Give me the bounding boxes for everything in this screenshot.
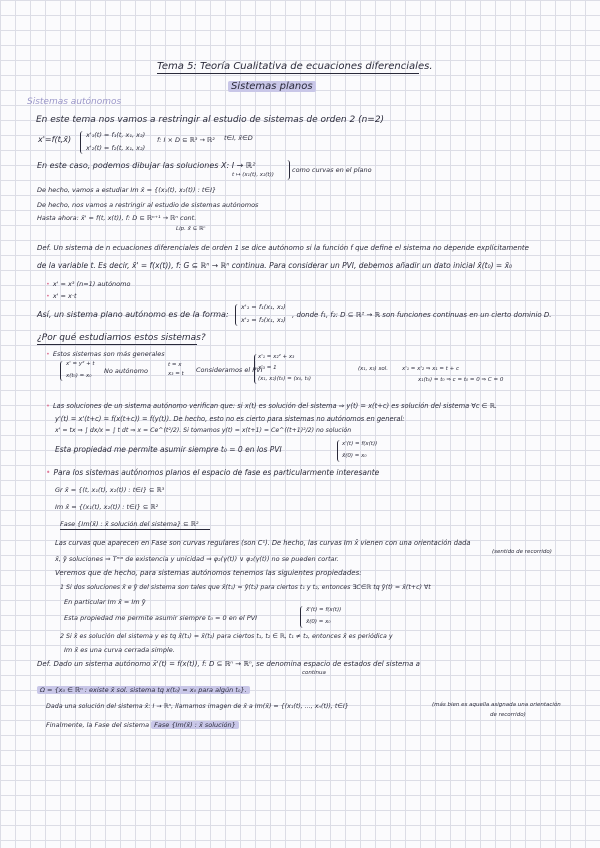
formula: Gr x̄ = {(t, x₁(t), x₂(t)) : t∈I} ⊆ ℝ³	[55, 486, 165, 494]
formula: x'₂ = f₂(x₁, x₂)	[241, 316, 286, 324]
formula: x(t₀) = x₀	[66, 373, 92, 379]
formula: x₁(t₀) = t₀ ⇒ c = t₀ = 0 ⇒ C = 0	[418, 377, 504, 383]
definition: de la variable t. Es decir, x̄' = f(x(t)), f: G ⊆ ℝⁿ → ℝⁿ continua. Para considerar un PVI, debemos añadir un dato inicial x̄(t₀) = x̄₀	[37, 261, 513, 270]
text-line: Veremos que de hecho, para sistemas autónomos tenemos las siguientes propiedades:	[55, 569, 362, 577]
text-line: Esta propiedad me permite asumir siempre t₀ = 0 en los PVI	[55, 445, 282, 454]
formula: x'₁ = x₂² + x₃	[258, 354, 295, 360]
page-subtitle: Sistemas planos	[228, 80, 316, 93]
formula: x' = y² + t	[66, 361, 95, 367]
heading-underline	[37, 344, 197, 345]
formula: x'=f(t,x̄)	[38, 135, 72, 144]
list-item: • Estos sistemas son más generales	[46, 350, 165, 358]
list-item: • Las soluciones de un sistema autónomo verifican que: si x(t) es solución del sistema ⇒ y(t) = x(t+c) es solución del sistema ∀c ∈ ℝ.	[46, 402, 498, 410]
formula: x'₂(t) = f₂(t, x₁, x₂)	[86, 144, 146, 152]
definition: Def. Un sistema de n ecuaciones diferenciales de orden 1 se dice autónomo si la función f que define el sistema no depende explícitamente	[37, 244, 529, 252]
text-line: En este tema nos vamos a restringir al estudio de sistemas de orden 2 (n=2)	[36, 115, 385, 125]
annotation: de recorrido)	[490, 712, 526, 718]
title-underline	[157, 73, 419, 74]
text-line: Im x̄ es una curva cerrada simple.	[64, 646, 175, 654]
brace	[235, 304, 240, 326]
text-line: x̄, ỹ soluciones ⇒ Tᵐᵃ de existencia y unicidad ⇒ φ₂(γ(t)) ∨ φ₂(γ(t)) no se pueden cortar.	[55, 555, 339, 563]
brace	[286, 160, 290, 180]
text-line: Las curvas que aparecen en Fase son curvas regulares (son C¹). De hecho, las curvas Im x̄ vienen con una orientación dada	[55, 539, 471, 547]
formula: (x₁, x₃) sol.	[358, 366, 388, 372]
text-line: , donde f₁, f₂: D ⊆ ℝ² → ℝ son funciones continuas en un cierto dominio D.	[292, 311, 552, 319]
page-title: Tema 5: Teoría Cualitativa de ecuaciones diferenciales.	[157, 61, 433, 72]
formula: x̄(0) = x₀	[306, 619, 331, 625]
list-item: • x' = x·t	[46, 292, 77, 300]
formula: Im x̄ = {(x₁(t), x₂(t)) : t∈I} ⊆ ℝ²	[55, 503, 159, 511]
formula: (x₁, x₂)(t₀) = (x₀, t₀)	[258, 376, 312, 382]
annotation: continua	[302, 670, 326, 676]
formula: x'₁ = f₁(x₁, x₂)	[241, 303, 286, 311]
formula: x₃ = t	[168, 371, 184, 377]
formula: x̄(0) = x₀	[342, 453, 367, 459]
formula: x̄'(t) = f(x(t))	[306, 607, 342, 613]
text-line: Consideramos el PVI	[196, 366, 263, 374]
text-line: En este caso, podemos dibujar las soluciones X: I → ℝ²	[37, 161, 256, 170]
text-line: y'(t) = x'(t+c) = f(x(t+c)) = f(y(t)). De hecho, esto no es cierto para sistemas no autónomos en general:	[55, 415, 405, 423]
bullet-icon: •	[46, 468, 51, 477]
formula: t ↦ (x₁(t), x₂(t))	[232, 172, 274, 178]
text-line: De hecho, nos vamos a restringir al estudio de sistemas autónomos	[37, 201, 259, 209]
text-line: De hecho, vamos a estudiar Im x̄ = {(x₁(t), x₂(t)) : t∈I}	[37, 186, 217, 194]
text-line: En particular Im x̄ = Im ỹ	[64, 598, 146, 606]
bullet-icon: •	[46, 280, 50, 288]
list-item: • x' = x³ (n=1) autónomo	[46, 280, 131, 288]
formula: Fase {Im(x̄) : x̄ solución del sistema} ⊆ ℝ²	[60, 520, 199, 528]
list-item: • Para los sistemas autónomos planos el espacio de fase es particularmente interesante	[46, 468, 380, 477]
formula: x'₁(t) = f₁(t, x₁, x₂)	[86, 131, 146, 139]
text-line: No autónomo	[104, 367, 148, 375]
annotation: (sentido de recorrido)	[492, 549, 552, 555]
annotation: (más bien es aquella asignada una orientación	[432, 702, 561, 708]
brace	[80, 131, 85, 154]
formula: x'₃ = 1	[258, 365, 277, 371]
section-heading: Sistemas autónomos	[27, 97, 122, 107]
formula: Ω = {x₀ ∈ ℝⁿ : existe x̄ sol. sistema tq x(t₀) = x₀ para algún t₀}.	[37, 686, 250, 694]
text-line: Esta propiedad me permite asumir siempre t₀ = 0 en el PVI	[64, 614, 258, 622]
formula: x' = tx ⇒ ∫ dx/x = ∫ t dt ⇒ x = Ce^(t²/2). Si tomamos y(t) = x(t+1) = Ce^((t+1)²/2) no solución	[55, 427, 352, 434]
formula: x'(t) = f(x(t))	[342, 441, 378, 447]
formula: Lip. x̄ ⊆ ℝⁿ	[176, 226, 206, 232]
list-item: 1 Si dos soluciones x̄ e ỹ del sistema son tales que x̄(t₁) = ỹ(t₂) para ciertos t₁ y t₂, entonces ∃C∈ℝ tq ỹ(t) = x̄(t+c) ∀t	[60, 584, 431, 591]
text-line: Así, un sistema plano autónomo es de la forma:	[37, 310, 229, 319]
question-heading: ¿Por qué estudiamos estos sistemas?	[37, 333, 206, 343]
text-line: Hasta ahora: x̄' = f(t, x(t)), f: D ⊆ ℝⁿ⁺¹ → ℝⁿ cont.	[37, 214, 197, 222]
list-item: 2 Si x̄ es solución del sistema y es tq x̄(t₁) = x̄(t₂) para ciertos t₁, t₂ ∈ ℝ, t₁ ≠ t₂, entonces x̄ es periódica y	[60, 633, 393, 640]
text-line: Finalmente, la Fase del sistema Fase {Im(x̄) : x̄ solución}	[46, 721, 239, 729]
formula-underline	[60, 529, 210, 530]
text-line: como curvas en el plano	[292, 166, 372, 174]
formula: x'₁ = x'₂ ⇒ x₁ = t + c	[402, 366, 460, 372]
bullet-icon: •	[46, 292, 50, 300]
bullet-icon: •	[46, 350, 50, 358]
definition: Def. Dado un sistema autónomo x̄'(t) = f(x(t)), f: D ⊆ ℝⁿ → ℝⁿ, se denomina espacio de estados del sistema a	[37, 660, 420, 668]
formula: t∈I, x̄∈D	[224, 134, 253, 142]
text-line: Dada una solución del sistema x̄: I → ℝⁿ, llamamos imagen de x̄ a Im(x̄) = {(x₁(t), ..., xₙ(t)), t∈I}	[46, 703, 349, 710]
formula: t = x	[168, 362, 182, 368]
formula: f: I × D ⊆ ℝ³ → ℝ²	[157, 136, 215, 144]
brace	[60, 361, 65, 381]
highlighted-term: Fase {Im(x̄) : x̄ solución}	[151, 721, 239, 729]
bullet-icon: •	[46, 402, 50, 410]
brace	[300, 606, 305, 628]
